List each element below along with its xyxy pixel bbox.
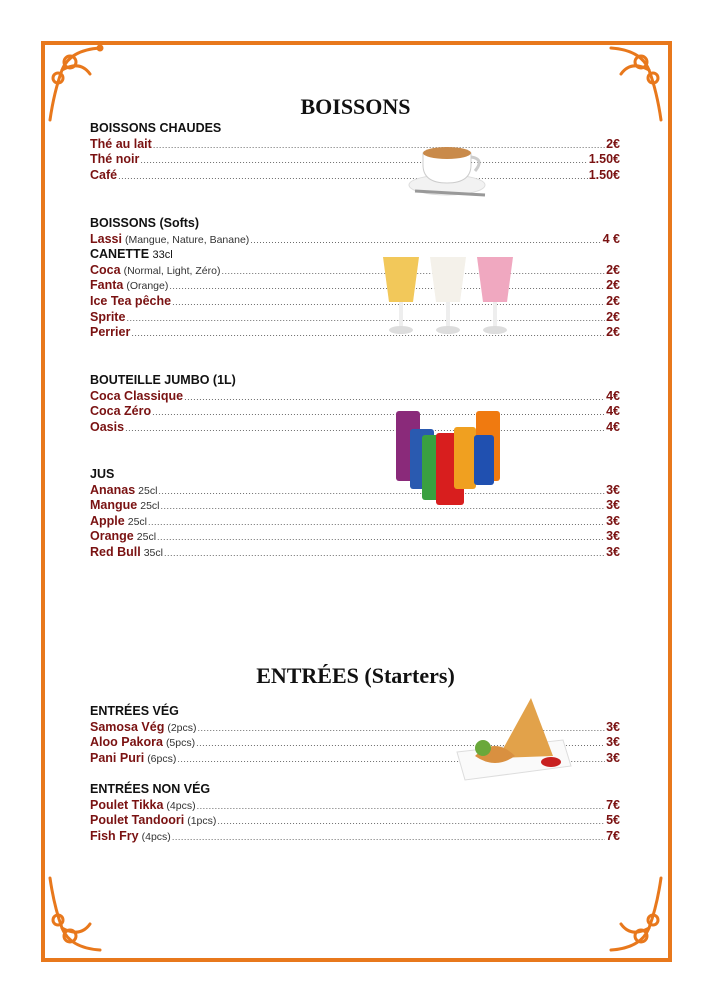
corner-ornament-icon: [40, 868, 130, 958]
boissons-chaudes-section: [90, 121, 620, 183]
size-note: 33cl: [152, 249, 173, 262]
item-price: 2€: [606, 309, 620, 324]
lassi-glasses-image: [375, 245, 525, 345]
dot-leader: [217, 814, 605, 830]
dot-leader: [148, 515, 605, 531]
item-name: Samosa Vég: [90, 719, 165, 734]
dot-leader: [184, 390, 605, 406]
item-name: Apple: [90, 513, 125, 528]
item-name: Perrier: [90, 325, 131, 340]
menu-item: [90, 483, 620, 499]
jus-section: [90, 467, 620, 561]
item-price: 3€: [606, 482, 620, 497]
item-name: Oasis: [90, 419, 125, 434]
item-price: 2€: [606, 136, 620, 151]
jumbo-section: [90, 373, 620, 435]
menu-item: [90, 813, 620, 829]
item-name: Thé au lait: [90, 136, 152, 151]
item-price: 1.50€: [588, 167, 620, 182]
item-note: 25cl: [138, 484, 158, 497]
item-note: (4pcs): [166, 799, 196, 812]
menu-item: [90, 152, 620, 168]
item-note: 25cl: [136, 531, 157, 544]
dot-leader: [197, 799, 605, 815]
item-note: (Mangue, Nature, Banane): [124, 233, 250, 246]
section-title-boissons: BOISSONS: [300, 94, 411, 119]
dot-leader: [161, 499, 606, 515]
menu-item: [90, 404, 620, 420]
menu-item: [90, 798, 620, 814]
dot-leader: [158, 484, 605, 500]
item-price: 3€: [606, 513, 620, 528]
dot-leader: [164, 546, 605, 562]
menu-item: [90, 310, 620, 326]
menu-item: [90, 420, 620, 436]
item-note: 35cl: [143, 546, 163, 559]
item-name: Coca: [90, 262, 121, 277]
item-price: 3€: [606, 544, 620, 559]
item-price: 3€: [606, 735, 620, 750]
item-note: (Normal, Light, Zéro): [123, 264, 221, 277]
menu-item: [90, 232, 620, 248]
category-header: ENTRÉES VÉG: [90, 704, 179, 718]
item-name: Fish Fry: [90, 828, 139, 843]
menu-item: [90, 829, 620, 845]
item-name: Mangue: [90, 498, 138, 513]
menu-item: [90, 294, 620, 310]
item-price: 3€: [606, 529, 620, 544]
item-price: 4€: [606, 419, 620, 434]
category-header: JUS: [90, 467, 115, 481]
item-price: 4 €: [602, 231, 620, 246]
samosa-plate-image: [453, 690, 578, 790]
item-note: (5pcs): [165, 737, 196, 750]
item-price: 2€: [606, 325, 620, 340]
category-header: BOISSONS CHAUDES: [90, 121, 222, 135]
category-header: [90, 247, 620, 263]
item-name: Lassi: [90, 231, 122, 246]
item-name: Pani Puri: [90, 750, 145, 765]
item-name: Ananas: [90, 482, 136, 497]
dot-leader: [153, 138, 605, 154]
item-price: 1.50€: [588, 152, 620, 167]
item-name: Red Bull: [90, 544, 141, 559]
menu-item: [90, 137, 620, 153]
item-name: Poulet Tikka: [90, 797, 164, 812]
category-header: ENTRÉES NON VÉG: [90, 782, 211, 796]
item-name: Ice Tea pêche: [90, 293, 172, 308]
item-price: 2€: [606, 293, 620, 308]
item-note: 25cl: [140, 500, 160, 513]
item-note: (4pcs): [141, 830, 171, 843]
item-price: 3€: [606, 719, 620, 734]
dot-leader: [172, 830, 605, 846]
tea-cup-image: [405, 135, 495, 205]
corner-ornament-icon: [581, 868, 671, 958]
entrees-nonveg-section: [90, 782, 620, 844]
dot-leader: [125, 421, 605, 437]
item-name: Sprite: [90, 309, 126, 324]
item-price: 4€: [606, 404, 620, 419]
menu-item: [90, 325, 620, 341]
item-name: Thé noir: [90, 152, 140, 167]
item-name: Coca Classique: [90, 388, 184, 403]
soda-cans-image: [390, 405, 510, 510]
item-name: Coca Zéro: [90, 404, 152, 419]
text: CANETTE: [90, 247, 150, 262]
item-price: 3€: [606, 498, 620, 513]
item-price: 3€: [606, 750, 620, 765]
menu-item: [90, 498, 620, 514]
section-title-entrees: ENTRÉES (Starters): [256, 663, 455, 688]
dot-leader: [131, 326, 605, 342]
item-price: 4€: [606, 388, 620, 403]
menu-item: [90, 529, 620, 545]
item-name: Orange: [90, 529, 134, 544]
item-name: Aloo Pakora: [90, 735, 163, 750]
dot-leader: [157, 530, 605, 546]
item-note: 25cl: [127, 515, 147, 528]
item-price: 7€: [606, 797, 620, 812]
category-header: BOISSONS (Softs): [90, 216, 200, 230]
boissons-softs-section: [90, 216, 620, 341]
item-note: (6pcs): [147, 752, 177, 765]
menu-item: [90, 389, 620, 405]
item-name: Café: [90, 167, 118, 182]
item-note: (1pcs): [187, 815, 217, 828]
dot-leader: [140, 153, 587, 169]
menu-item: [90, 514, 620, 530]
item-price: 2€: [606, 278, 620, 293]
dot-leader: [152, 405, 605, 421]
category-header: BOUTEILLE JUMBO (1L): [90, 373, 236, 387]
item-price: 2€: [606, 262, 620, 277]
item-note: (Orange): [126, 280, 169, 293]
item-name: Fanta: [90, 278, 124, 293]
menu-item: [90, 263, 620, 279]
menu-item: [90, 545, 620, 561]
dot-leader: [118, 169, 588, 185]
menu-item: [90, 278, 620, 294]
item-price: 5€: [606, 813, 620, 828]
dot-leader: [126, 311, 605, 327]
item-note: (2pcs): [167, 721, 197, 734]
item-name: Poulet Tandoori: [90, 813, 185, 828]
item-price: 7€: [606, 828, 620, 843]
menu-item: [90, 168, 620, 184]
